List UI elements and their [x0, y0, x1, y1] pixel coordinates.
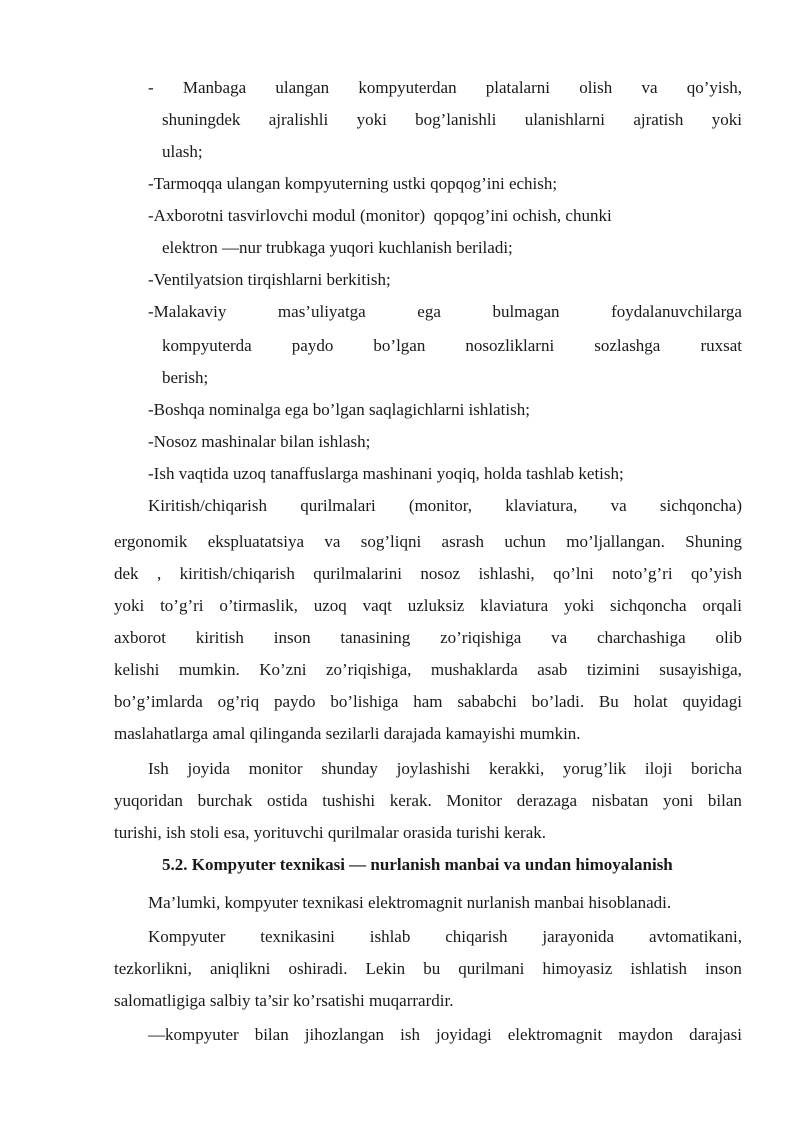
text-line-26 [148, 926, 742, 948]
word: platalarni [485, 78, 550, 97]
word: boricha [691, 759, 742, 778]
text-line-16 [114, 563, 742, 585]
word: bog’lanishli [415, 110, 497, 129]
word: monitor [248, 759, 303, 778]
text-line-8 [148, 301, 742, 323]
word: Ko’zni [259, 660, 307, 679]
word: qo’lni [553, 564, 594, 583]
word: mushaklarda [430, 660, 518, 679]
word: bilan [254, 1025, 289, 1044]
word: qurilmani [458, 959, 525, 978]
text-line-17 [114, 595, 742, 617]
word: yoni [663, 791, 694, 810]
word: va [324, 532, 341, 551]
text-line-20 [114, 691, 742, 713]
word: Ish [148, 759, 169, 778]
word: kerakki, [488, 759, 545, 778]
word: kelishi [114, 660, 160, 679]
text-line-25: Ma’lumki, kompyuter texnikasi elektromagnit nurlanish manbai hisoblanadi. [148, 893, 672, 912]
word: bilan [707, 791, 742, 810]
word: nisbatan [591, 791, 649, 810]
word: mumkin. [178, 660, 240, 679]
word: ajralishli [268, 110, 329, 129]
word: jihozlangan [304, 1025, 385, 1044]
word: paydo [273, 692, 316, 711]
text-line-12: -Nosoz mashinalar bilan ishlash; [148, 432, 371, 451]
word: kerak. [389, 791, 432, 810]
section-heading: 5.2. Kompyuter texnikasi — nurlanish manbai va undan himoyalanish [162, 855, 673, 874]
word: yoki [711, 110, 742, 129]
text-line-27 [114, 958, 742, 980]
text-line-6: elektron —nur trubkaga yuqori kuchlanish beriladi; [162, 238, 513, 257]
word: uchun [504, 532, 546, 551]
word: Kiritish/chiqarish [148, 496, 267, 515]
word: Lekin [365, 959, 406, 978]
word: paydo [291, 336, 334, 355]
word: ruxsat [700, 336, 742, 355]
word: yorug’lik [562, 759, 627, 778]
text-line-18 [114, 627, 742, 649]
word: (monitor, [408, 496, 472, 515]
word: ergonomik [114, 532, 188, 551]
word: avtomatikani, [648, 927, 742, 946]
word: noto’g’ri [612, 564, 673, 583]
word: mo’ljallangan. [566, 532, 665, 551]
word: ulanishlarni [524, 110, 605, 129]
word: bu [423, 959, 441, 978]
word: dek [114, 564, 139, 583]
word: tushishi [322, 791, 376, 810]
word: klaviatura, [505, 496, 578, 515]
word: jarayonida [542, 927, 615, 946]
word: charchashiga [596, 628, 686, 647]
text-line-19 [114, 659, 742, 681]
word: bo’lgan [373, 336, 426, 355]
text-line-11: -Boshqa nominalga ega bo’lgan saqlagichlarni ishlatish; [148, 400, 530, 419]
word: susayishiga, [659, 660, 742, 679]
text-line-22 [148, 758, 742, 780]
word: asab [537, 660, 568, 679]
word: joyida [187, 759, 230, 778]
word: ajratish [633, 110, 684, 129]
text-line-10: berish; [162, 368, 209, 387]
word: asrash [441, 532, 485, 551]
text-line-9 [162, 335, 742, 357]
text-line-5: -Axborotni tasvirlovchi modul (monitor) qopqog’ini ochish, chunki [148, 206, 612, 225]
text-line-14 [148, 495, 742, 517]
word: —kompyuter [148, 1025, 239, 1044]
word: nosozliklarni [465, 336, 555, 355]
word: va [551, 628, 568, 647]
word: bo’ladi. [531, 692, 585, 711]
word: to’g’ri [160, 596, 204, 615]
word: Monitor [446, 791, 503, 810]
word: va [641, 78, 658, 97]
word: qurilmalarini [313, 564, 402, 583]
word: sichqoncha [610, 596, 687, 615]
word: yoki [356, 110, 387, 129]
text-line-28: salomatligiga salbiy ta’sir ko’rsatishi muqarrardir. [114, 991, 454, 1010]
word: nosoz [420, 564, 461, 583]
word: -Malakaviy [148, 302, 227, 321]
word: ham [413, 692, 443, 711]
word: klaviatura [480, 596, 549, 615]
text-line-2 [162, 109, 742, 131]
word: ishlab [369, 927, 411, 946]
word: ega [417, 302, 441, 321]
word: burchak [197, 791, 253, 810]
word: zo’riqishiga [440, 628, 522, 647]
text-line-1 [148, 77, 742, 99]
word: kiritish [195, 628, 244, 647]
word: Shuning [685, 532, 742, 551]
word: darajasi [689, 1025, 742, 1044]
text-line-23 [114, 790, 742, 812]
text-line-21: maslahatlarga amal qilinganda sezilarli darajada kamayishi mumkin. [114, 724, 581, 743]
word: og’riq [217, 692, 260, 711]
word: tanasining [340, 628, 411, 647]
word: qurilmalari [300, 496, 376, 515]
word: inson [273, 628, 311, 647]
word: sozlashga [594, 336, 661, 355]
word: joylashishi [396, 759, 471, 778]
word: mas’uliyatga [277, 302, 366, 321]
word: Bu [598, 692, 619, 711]
word: sog’liqni [360, 532, 422, 551]
word: kompyuterda [162, 336, 252, 355]
word: ishlashi, [478, 564, 535, 583]
word: ekspluatatsiya [207, 532, 305, 551]
text-line-4: -Tarmoqqa ulangan kompyuterning ustki qopqog’ini echish; [148, 174, 558, 193]
word: uzoq [313, 596, 347, 615]
word: oshiradi. [288, 959, 348, 978]
text-line-29 [148, 1024, 742, 1046]
word: bo’g’imlarda [114, 692, 203, 711]
word: olish [579, 78, 613, 97]
word: joyidagi [436, 1025, 492, 1044]
word: holat [633, 692, 668, 711]
word: orqali [702, 596, 742, 615]
word: o’tirmaslik, [219, 596, 298, 615]
word: Manbaga [182, 78, 247, 97]
word: vaqt [362, 596, 392, 615]
word: yuqoridan [114, 791, 183, 810]
word: shunday [321, 759, 378, 778]
word: sababchi [457, 692, 517, 711]
word: kiritish/chiqarish [179, 564, 295, 583]
word: qo’yish, [686, 78, 742, 97]
word: tizimini [586, 660, 640, 679]
word: olib [715, 628, 742, 647]
text-line-13: -Ish vaqtida uzoq tanaffuslarga mashinani yoqiq, holda tashlab ketish; [148, 464, 624, 483]
word: aniqlikni [209, 959, 271, 978]
word: - [148, 78, 154, 97]
word: ostida [266, 791, 308, 810]
word: himoyasiz [542, 959, 613, 978]
word: uzluksiz [407, 596, 465, 615]
word: va [610, 496, 627, 515]
word: kompyuterdan [358, 78, 457, 97]
word: Kompyuter [148, 927, 226, 946]
word: zo’riqishiga, [325, 660, 412, 679]
text-line-3: ulash; [162, 142, 203, 161]
word: chiqarish [445, 927, 508, 946]
word: shuningdek [162, 110, 241, 129]
word: yoki [563, 596, 595, 615]
word: bulmagan [492, 302, 560, 321]
text-line-7: -Ventilyatsion tirqishlarni berkitish; [148, 270, 391, 289]
word: tezkorlikni, [114, 959, 192, 978]
word: iloji [644, 759, 673, 778]
word: ish [400, 1025, 420, 1044]
word: inson [705, 959, 742, 978]
word: qo’yish [690, 564, 742, 583]
word: texnikasini [260, 927, 335, 946]
word: yoki [114, 596, 145, 615]
text-line-15 [114, 531, 742, 553]
word: , [156, 564, 162, 583]
word: maydon [618, 1025, 674, 1044]
word: derazaga [516, 791, 578, 810]
word: elektromagnit [507, 1025, 603, 1044]
word: ishlatish [630, 959, 688, 978]
word: ulangan [275, 78, 330, 97]
word: axborot [114, 628, 166, 647]
word: quyidagi [682, 692, 742, 711]
word: sichqoncha) [659, 496, 742, 515]
text-line-24: turishi, ish stoli esa, yorituvchi qurilmalar orasida turishi kerak. [114, 823, 546, 842]
word: bo’lishiga [330, 692, 399, 711]
word: foydalanuvchilarga [611, 302, 742, 321]
